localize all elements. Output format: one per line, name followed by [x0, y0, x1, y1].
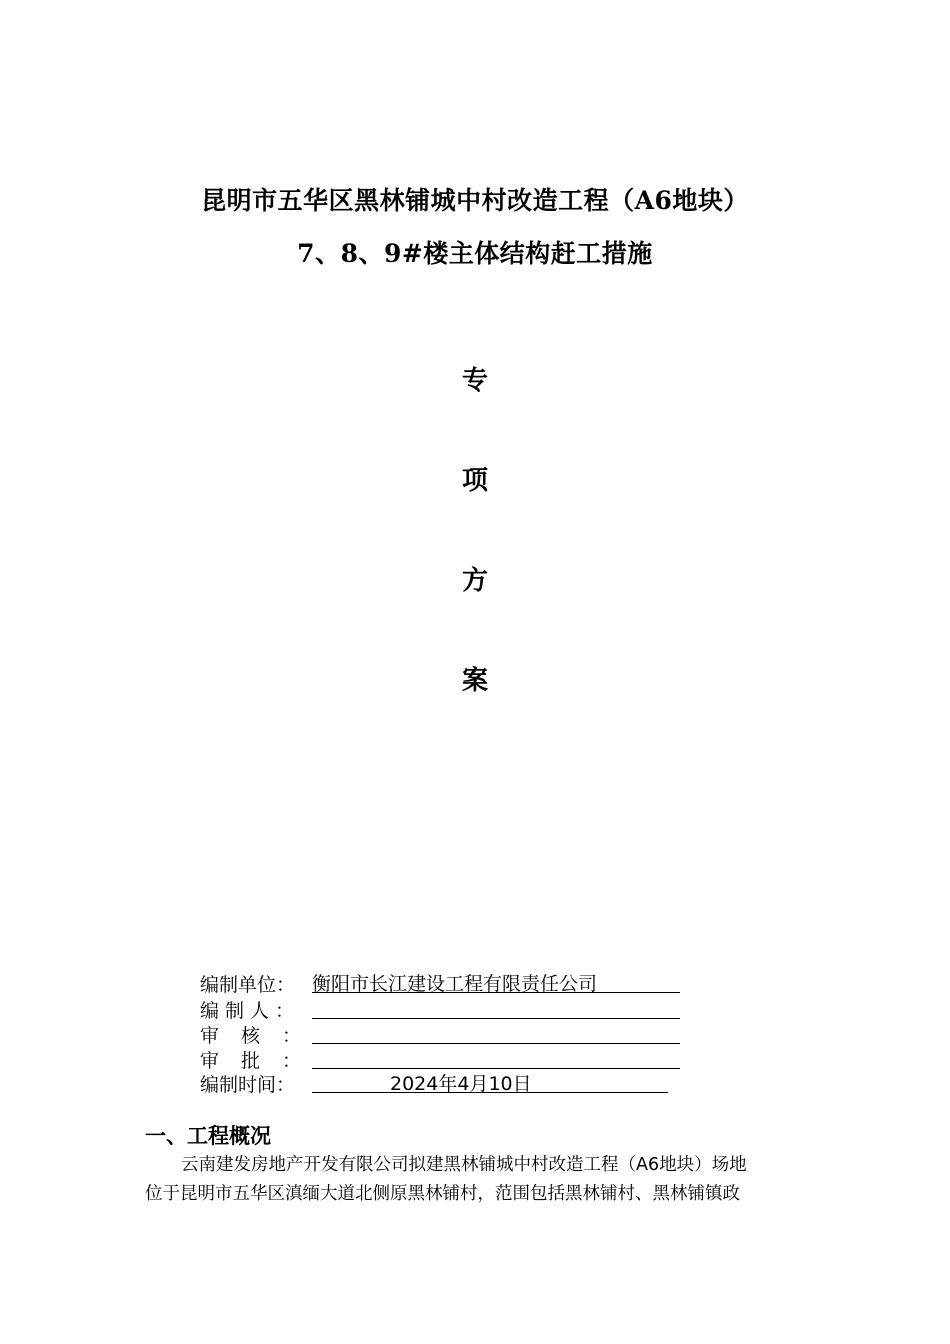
- document-title-line-1: 昆明市五华区黑林铺城中村改造工程（A6地块）: [201, 186, 749, 215]
- document-title-line-2: 7、8、9#楼主体结构赶工措施: [297, 239, 653, 268]
- approve-label: 审批：: [200, 1050, 324, 1072]
- review-label: 审核：: [200, 1025, 324, 1047]
- unit-line: [312, 970, 680, 993]
- review-line: [312, 1021, 680, 1044]
- doc-type-char-3: 方: [461, 566, 488, 596]
- doc-type-char-1: 专: [461, 366, 488, 396]
- unit-value: 衡阳市长江建设工程有限责任公司: [312, 973, 598, 995]
- date-line: [312, 1070, 668, 1093]
- date-value: 2024年4月10日: [390, 1073, 532, 1095]
- doc-type-char-4: 案: [461, 666, 488, 696]
- section-heading: 一、工程概况: [145, 1124, 271, 1148]
- paragraph-line-2: 位于昆明市五华区滇缅大道北侧原黑林铺村，范围包括黑林铺村、黑林铺镇政: [145, 1184, 740, 1204]
- paragraph-line-1: 云南建发房地产开发有限公司拟建黑林铺城中村改造工程（A6地块）场地: [181, 1155, 747, 1175]
- author-line: [312, 996, 680, 1019]
- author-label: 编制人：: [200, 1000, 301, 1022]
- date-label: 编制时间：: [200, 1074, 296, 1096]
- doc-type-char-2: 项: [461, 466, 488, 496]
- unit-label: 编制单位：: [200, 974, 296, 996]
- approve-line: [312, 1046, 680, 1069]
